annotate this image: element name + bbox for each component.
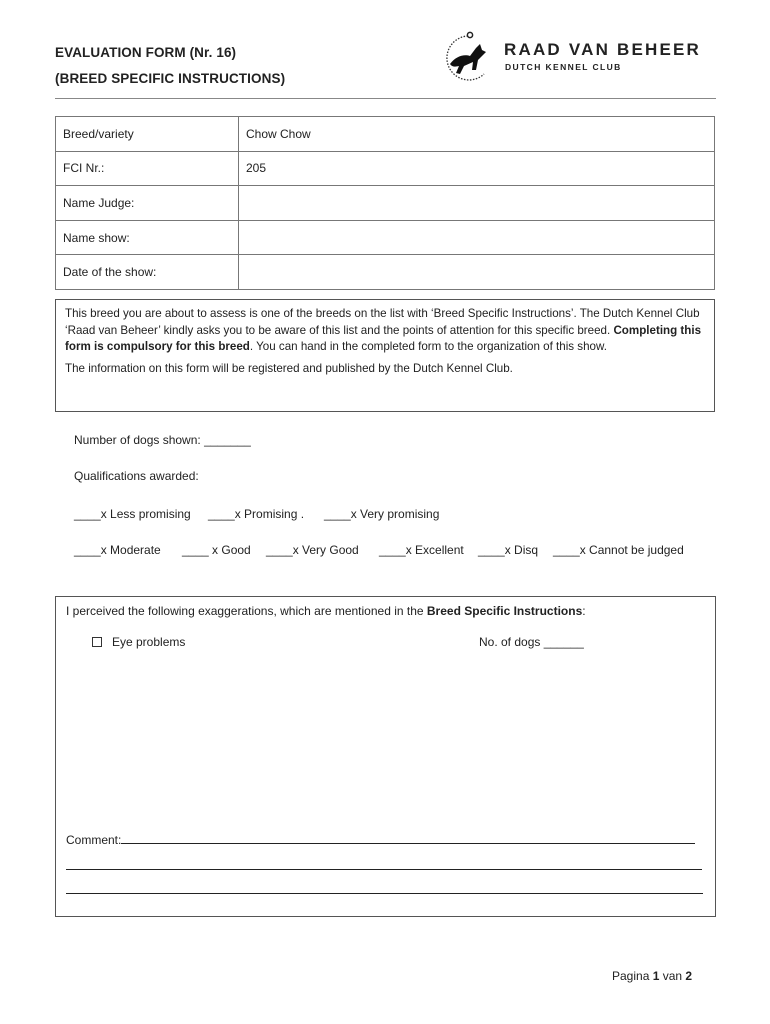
show-field[interactable] xyxy=(239,220,715,255)
logo-subtitle: DUTCH KENNEL CLUB xyxy=(505,62,622,72)
table-row xyxy=(56,151,715,186)
show-label: Name show: xyxy=(56,220,239,255)
intro-text: I perceived the following exaggerations, which are mentioned in the xyxy=(66,604,427,618)
no-of-dogs-field[interactable]: No. of dogs ______ xyxy=(479,635,584,649)
fci-label: FCI Nr.: xyxy=(56,151,239,186)
page-number xyxy=(612,969,692,983)
promising-field[interactable]: ____x Promising . xyxy=(208,507,305,521)
eye-problems-item xyxy=(92,635,185,649)
exaggerations-intro xyxy=(66,604,586,618)
page-prefix: Pagina xyxy=(612,969,653,983)
cannot-be-judged-field[interactable]: ____x Cannot be judged xyxy=(553,543,684,557)
logo-name: RAAD VAN BEHEER xyxy=(504,40,702,59)
raad-van-beheer-logo xyxy=(438,30,703,84)
judge-field[interactable] xyxy=(239,186,715,221)
notice-text-end: . You can hand in the completed form to the organization of this show. xyxy=(249,340,607,353)
exaggerations-box xyxy=(55,596,716,917)
fci-value[interactable]: 205 xyxy=(239,151,715,186)
date-label: Date of the show: xyxy=(56,255,239,290)
table-row xyxy=(56,255,715,290)
current-page: 1 xyxy=(652,969,660,983)
table-row xyxy=(56,220,715,255)
comment-line-3[interactable] xyxy=(66,882,703,897)
comment-label: Comment: xyxy=(66,833,122,847)
good-field[interactable]: ____ x Good xyxy=(182,543,251,557)
notice-registration: The information on this form will be registered and published by the Dutch Kennel Club. xyxy=(65,361,513,375)
comment-underline xyxy=(66,882,703,894)
breed-label: Breed/variety xyxy=(56,117,239,152)
less-promising-field[interactable]: ____x Less promising xyxy=(74,507,191,521)
judge-label: Name Judge: xyxy=(56,186,239,221)
dog-logo-icon xyxy=(438,30,494,84)
intro-colon: : xyxy=(582,604,586,618)
table-row xyxy=(56,186,715,221)
very-good-field[interactable]: ____x Very Good xyxy=(266,543,359,557)
comment-underline xyxy=(121,832,695,844)
info-table xyxy=(55,116,715,290)
page-middle: van xyxy=(659,969,686,983)
very-promising-field[interactable]: ____x Very promising xyxy=(324,507,440,521)
moderate-field[interactable]: ____x Moderate xyxy=(74,543,161,557)
comment-line-2[interactable] xyxy=(66,858,702,873)
total-pages: 2 xyxy=(685,969,693,983)
disq-field[interactable]: ____x Disq xyxy=(478,543,539,557)
excellent-field[interactable]: ____x Excellent xyxy=(379,543,464,557)
notice-paragraph xyxy=(65,306,705,356)
qualifications-label: Qualifications awarded: xyxy=(74,469,199,483)
notice-bold-text: Completing this form is compulsory for this breed xyxy=(65,323,702,353)
header-divider xyxy=(55,98,716,99)
intro-bold-text: Breed Specific Instructions xyxy=(426,604,583,618)
notice-box xyxy=(55,299,715,412)
eye-problems-label: Eye problems xyxy=(112,635,186,649)
date-field[interactable] xyxy=(239,255,715,290)
notice-text: This breed you are about to assess is one of the breeds on the list with ‘Breed Specific Instructions’. The Dutch Kennel Club ‘Raad van Beheer’ kindly asks you to be aware of this list and the points of attention for this specific breed. xyxy=(65,307,700,337)
form-subtitle: (BREED SPECIFIC INSTRUCTIONS) xyxy=(55,71,286,86)
comment-underline xyxy=(66,858,702,870)
comment-line-1[interactable] xyxy=(66,832,695,847)
table-row xyxy=(56,117,715,152)
breed-value[interactable]: Chow Chow xyxy=(239,117,715,152)
eye-problems-checkbox[interactable] xyxy=(92,637,102,647)
form-title: EVALUATION FORM (Nr. 16) xyxy=(55,45,237,60)
dogs-shown-field[interactable]: Number of dogs shown: _______ xyxy=(74,433,251,447)
